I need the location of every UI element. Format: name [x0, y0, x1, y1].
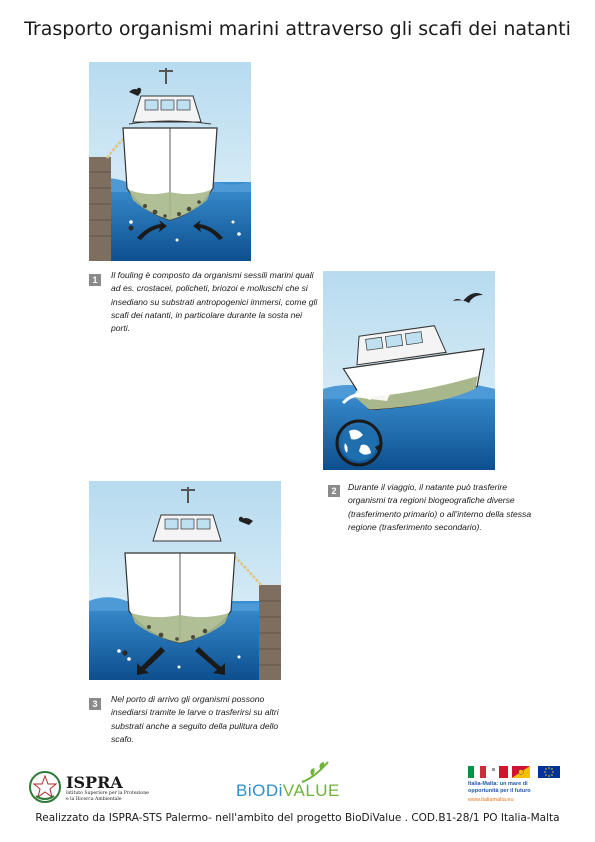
- footer-credit: Realizzato da ISPRA-STS Palermo- nell'ambito del progetto BioDiValue . COD.B1-28/1 PO Italia-Malta: [35, 812, 560, 824]
- ispra-subtitle-line: Istituto Superiore per la Protezione: [66, 791, 149, 796]
- globe-icon: [337, 421, 383, 465]
- step-number-badge: 1: [89, 274, 101, 286]
- biodivalue-part: BiODi: [236, 781, 283, 800]
- ispra-subtitle-line: e la Ricerca Ambientale: [66, 797, 122, 802]
- illustration-boat-at-sea: [323, 271, 495, 470]
- step-3-caption: Nel porto di arrivo gli organismi possono insediarsi tramite le larve o trasferirsi su altri substrati anche a seguito della pulitura dello scafo.: [111, 694, 279, 744]
- ispra-name: ISPRA: [66, 773, 123, 792]
- italia-malta-slogan: [468, 781, 531, 795]
- flag-eu-icon: [538, 766, 560, 778]
- step-2-caption: Durante il viaggio, il natante può trasferire organismi tra regioni biogeografiche diverse (trasferimento primario) o all'interno della stessa regione (trasferimento secondario).: [348, 482, 532, 532]
- step-number-badge: 3: [89, 698, 101, 710]
- slogan-line: Italia-Malta: un mare di: [468, 781, 528, 787]
- slogan-line: opportunità per il futuro: [468, 788, 531, 794]
- biodivalue-part: VALUE: [282, 781, 340, 800]
- ispra-subtitle: [66, 791, 149, 803]
- emblem-icon: [28, 770, 62, 804]
- italia-malta-website: www.italiamalta.eu: [468, 797, 514, 803]
- illustration-arrival-port: [89, 481, 281, 680]
- biodivalue-wordmark: [236, 781, 340, 801]
- flag-italy-icon: [468, 766, 486, 778]
- illustration-docked-boat: [89, 62, 251, 261]
- page-title: Trasporto organismi marini attraverso gli scafi dei natanti: [24, 18, 571, 40]
- flag-sicily-icon: [512, 766, 530, 778]
- flag-malta-icon: [490, 766, 508, 778]
- step-1-caption: Il fouling è composto da organismi sessili marini quali ad es. crostacei, policheti, briozoi e molluschi che si insediano su substrati antropogenici immersi, come gli scafi dei natanti, in particolare durante la sosta nei porti.: [111, 270, 318, 334]
- step-number-badge: 2: [328, 485, 340, 497]
